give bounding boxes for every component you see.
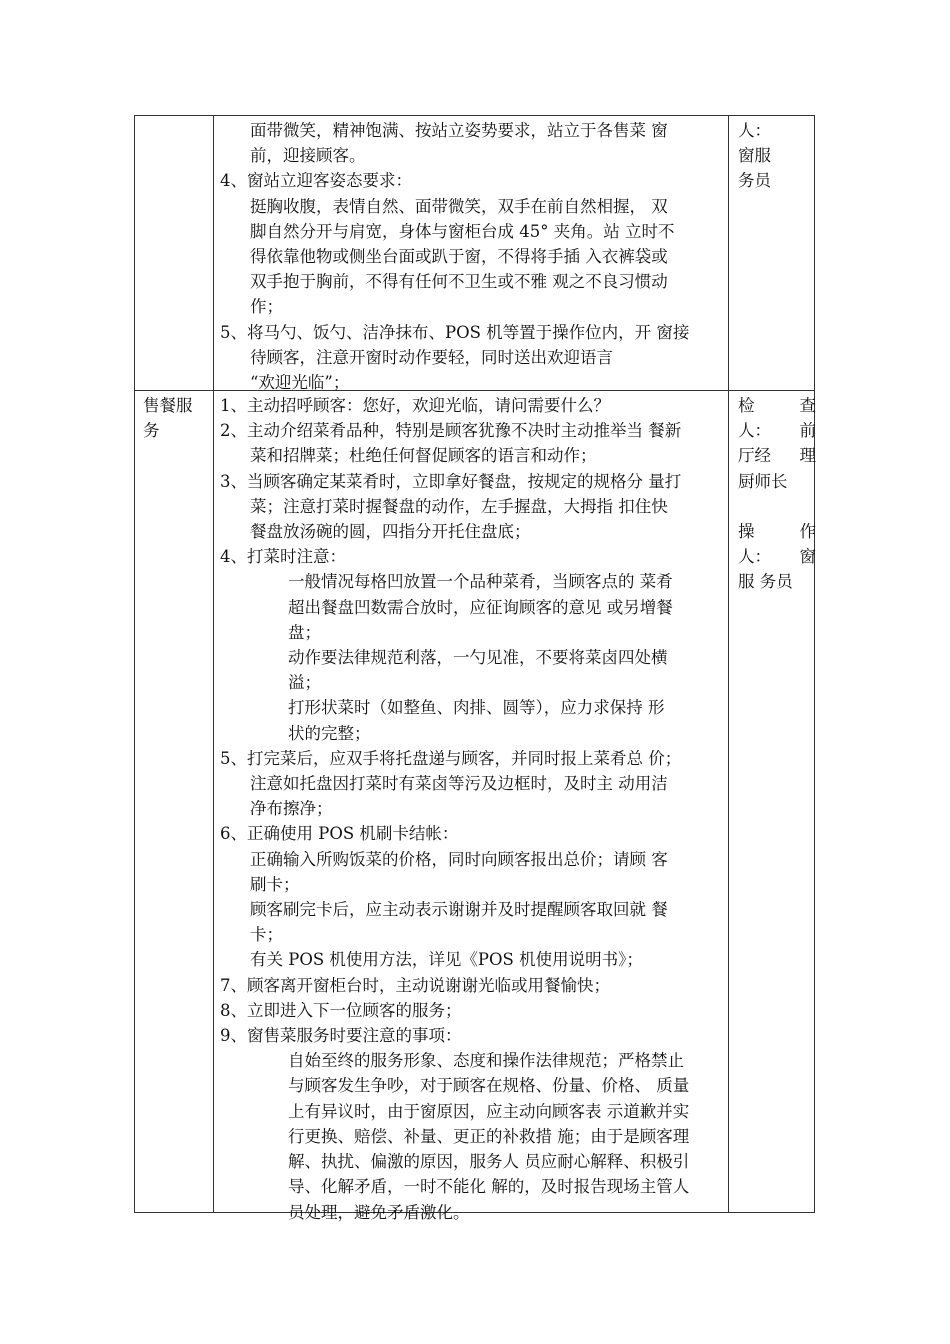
category-line-2: 务 [143, 421, 160, 441]
row1-text-line: 待顾客，注意开窗时动作要轻，同时送出欢迎语言 [250, 347, 613, 367]
checker-line-a: 厅经 理 [738, 446, 816, 466]
row2-text-line: 卡； [250, 925, 283, 945]
row2-text-line: 3、当顾客确定某菜肴时，立即拿好餐盘，按规定的规格分 量打 [220, 471, 682, 491]
row2-text-line: 导、化解矛盾，一时不能化 解的，及时报告现场主管人 [288, 1177, 690, 1197]
row2-text-line: 有关 POS 机使用方法，详见《POS 机使用说明书》； [250, 950, 643, 970]
row2-text-line: 刷卡； [250, 874, 300, 894]
row1-responsible-cell [738, 118, 771, 194]
row2-content-cell [220, 393, 726, 1222]
row2-text-line: 盘； [288, 622, 321, 642]
row2-text-line: 注意如托盘因打菜时有菜卤等污及边框时，及时主 动用洁 [250, 774, 668, 794]
row1-text-line: 前，迎接顾客。 [250, 146, 366, 166]
row1-text-line: “欢迎光临”； [250, 373, 350, 393]
row2-text-line: 超出餐盘凹数需合放时，应征询顾客的意见 或另增餐 [288, 597, 673, 617]
responsible-spacer [738, 494, 816, 519]
row2-text-line: 状的完整； [288, 723, 371, 743]
row2-text-line: 8、立即进入下一位顾客的服务； [220, 1000, 462, 1020]
checker-label-line-b: 人： 前 [738, 421, 816, 441]
column-divider-1 [213, 116, 214, 1212]
row1-responsible-line-3: 务员 [738, 171, 771, 191]
row1-text-line: 5、将马勺、饭勺、洁净抹布、POS 机等置于操作位内，开 窗接 [220, 322, 690, 342]
row2-text-line: 行更换、赔偿、补量、更正的补救措 施；由于是顾客理 [288, 1126, 690, 1146]
operator-label-line-b: 人： 窗 [738, 547, 816, 567]
checker-label-line-a: 检 查 [738, 396, 816, 415]
row2-text-line: 菜和招牌菜；杜绝任何督促顾客的语言和动作； [250, 446, 597, 466]
category-line-1: 售餐服 [143, 396, 193, 415]
row2-text-line: 溢； [288, 673, 321, 693]
row2-responsible-cell [738, 393, 816, 594]
row1-text-line: 作； [250, 297, 283, 317]
row2-text-line: 员处理，避免矛盾激化。 [288, 1202, 470, 1222]
column-divider-2 [728, 116, 729, 1212]
operator-label-line-a: 操 作 [738, 521, 816, 541]
row1-text-line: 挺胸收腹，表情自然、面带微笑，双手在前自然相握， 双 [250, 196, 668, 216]
procedure-table [134, 115, 816, 1222]
row2-text-line: 7、顾客离开窗柜台时，主动说谢谢光临或用餐愉快； [220, 975, 610, 995]
row2-text-line: 解、执扰、偏激的原因，服务人 员应耐心解释、积极引 [288, 1152, 690, 1172]
row2-text-line: 4、打菜时注意： [220, 547, 346, 567]
row1-content-cell [220, 118, 726, 393]
row2-category-cell [143, 393, 193, 443]
row2-text-line: 上有异议时，由于窗原因，应主动向顾客表 示道歉并实 [288, 1101, 690, 1121]
row2-text-line: 餐盘放汤碗的圆，四指分开托住盘底； [250, 522, 531, 542]
row2-text-line: 6、正确使用 POS 机刷卡结帐： [220, 824, 459, 844]
row2-text-line: 动作要法律规范利落，一勺见准，不要将菜卤四处横 [288, 648, 668, 668]
row2-text-line: 自始至终的服务形象、态度和操作法律规范；严格禁止 [288, 1051, 684, 1071]
checker-line-b: 厨师长 [738, 471, 788, 491]
row1-text-line: 脚自然分开与肩宽，身体与窗柜台成 45° 夹角。站 立时不 [250, 221, 675, 241]
row2-text-line: 与顾客发生争吵，对于顾客在规格、份量、价格、 质量 [288, 1076, 690, 1096]
row2-text-line: 5、打完菜后，应双手将托盘递与顾客，并同时报上菜肴总 价； [220, 748, 682, 768]
row2-text-line: 菜；注意打菜时握餐盘的动作，左手握盘，大拇指 扣住快 [250, 496, 668, 516]
row2-text-line: 净布擦净； [250, 799, 333, 819]
row2-text-line: 1、主动招呼顾客：您好，欢迎光临，请问需要什么？ [220, 396, 610, 415]
row1-text-line: 双手抱于胸前，不得有任何不卫生或不雅 观之不良习惯动 [250, 272, 668, 292]
row2-text-line: 顾客刷完卡后，应主动表示谢谢并及时提醒顾客取回就 餐 [250, 900, 668, 920]
row2-text-line: 正确输入所购饭菜的价格，同时向顾客报出总价；请顾 客 [250, 849, 668, 869]
row2-text-line: 打形状菜时（如整鱼、肉排、圆等），应力求保持 形 [288, 698, 665, 718]
row1-text-line: 得依靠他物或侧坐台面或趴于窗，不得将手插 入衣裤袋或 [250, 247, 668, 267]
row1-responsible-line-2: 窗服 [738, 146, 771, 166]
row2-text-line: 2、主动介绍菜肴品种，特别是顾客犹豫不决时主动推举当 餐新 [220, 421, 682, 441]
row1-text-line: 4、窗站立迎客姿态要求： [220, 171, 412, 191]
operator-line: 服 务员 [738, 572, 793, 592]
row1-text-line: 面带微笑，精神饱满、按站立姿势要求，站立于各售菜 窗 [250, 121, 668, 140]
row1-responsible-line-1: 人： [738, 121, 771, 140]
row2-text-line: 一般情况每格凹放置一个品种菜肴，当顾客点的 菜肴 [288, 572, 673, 592]
row2-text-line: 9、窗售菜服务时要注意的事项： [220, 1026, 462, 1046]
